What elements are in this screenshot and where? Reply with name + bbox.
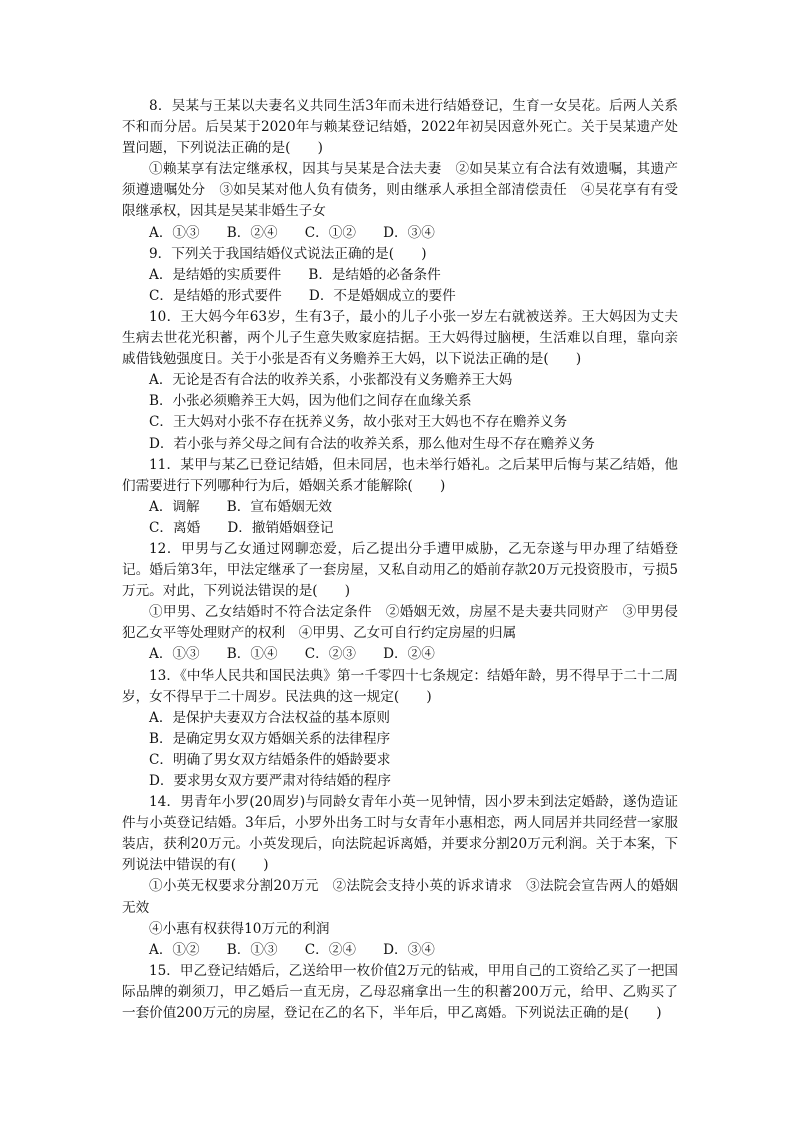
question-14-options: A．①② B．①③ C．②④ D．③④ [149, 941, 435, 958]
question-13-option-c: C．明确了男女双方结婚条件的婚龄要求 [149, 751, 391, 768]
question-11-stem: 11．某甲与某乙已登记结婚，但未同居，也未举行婚礼。之后某甲后悔与某乙结婚，他们需要进行下列哪种行为后，婚姻关系才能解除( ) [122, 456, 678, 494]
question-12-options: A．①③ B．①④ C．②③ D．②④ [149, 646, 435, 663]
question-9-options-2: C．是结婚的形式要件 D．不是婚姻成立的要件 [149, 287, 456, 304]
question-11-options-2: C．离婚 D．撤销婚姻登记 [149, 519, 334, 536]
question-12-statements: ①甲男、乙女结婚时不符合法定条件 ②婚姻无效，房屋不是夫妻共同财产 ③甲男侵犯乙女平等处理财产的权利 ④甲男、乙女可自行约定房屋的归属 [122, 604, 678, 642]
question-13-option-d: D．要求男女双方要严肃对待结婚的程序 [149, 773, 391, 789]
question-8-options: A．①③ B．②④ C．①② D．③④ [149, 224, 435, 241]
question-10-stem: 10．王大妈今年63岁，生有3子，最小的儿子小张一岁左右就被送养。王大妈因为丈夫生病去世花光积蓄，两个儿子生意失败家庭拮据。王大妈得过脑梗，生活难以自理，靠向亲戚借钱勉强度日。关于小张是否有义务赡养王大妈，以下说法正确的是( ) [122, 308, 678, 368]
question-14-stem: 14．男青年小罗(20周岁)与同龄女青年小英一见钟情，因小罗未到法定婚龄，遂伪造证件与小英登记结婚。3年后，小罗外出务工时与女青年小惠相恋，两人同居并共同经营一家服装店，获利20万元。小英发现后，向法院起诉离婚，并要求分割20万元利润。关于本案，下列说法中错误的有( ) [122, 794, 678, 874]
question-15-stem: 15．甲乙登记结婚后，乙送给甲一枚价值2万元的钻戒，甲用自己的工资给乙买了一把国际品牌的剃须刀，甲乙婚后一直无房，乙母忍痛拿出一生的积蓄200万元，给甲、乙购买了一套价值200万元的房屋，登记在乙的名下，半年后，甲乙离婚。下列说法正确的是( ) [122, 962, 678, 1022]
question-12-stem: 12．甲男与乙女通过网聊恋爱，后乙提出分手遭甲威胁，乙无奈遂与甲办理了结婚登记。婚后第3年，甲法定继承了一套房屋，又私自动用乙的婚前存款20万元投资股市，亏损5万元。对此，下列说法错误的是( ) [122, 540, 678, 600]
question-8-stem: 8．吴某与王某以夫妻名义共同生活3年而未进行结婚登记，生育一女吴花。后两人关系不和而分居。后吴某于2020年与赖某登记结婚，2022年初吴因意外死亡。关于吴某遗产处置问题，下列说法正确的是( ) [122, 98, 678, 157]
question-13-option-b: B．是确定男女双方婚姻关系的法律程序 [149, 730, 391, 747]
exam-page [122, 96, 678, 1024]
question-8-statements: ①赖某享有法定继承权，因其与吴某是合法夫妻 ②如吴某立有合法有效遗嘱，其遗产须遵遗嘱处分 ③如吴某对他人负有债务，则由继承人承担全部清偿责任 ④吴花享有有受限继承权，因其是吴某非婚生子女 [122, 161, 678, 220]
question-10-option-a: A．无论是否有合法的收养关系，小张都没有义务赡养王大妈 [149, 372, 513, 389]
question-9-stem: 9．下列关于我国结婚仪式说法正确的是( ) [149, 245, 427, 262]
question-10-option-d: D．若小张与养父母之间有合法的收养关系，那么他对生母不存在赡养义务 [149, 435, 595, 452]
question-14-statements: ①小英无权要求分割20万元 ②法院会支持小英的诉求请求 ③法院会宣告两人的婚姻无效 [122, 878, 678, 916]
question-10-option-b: B．小张必须赡养王大妈，因为他们之间存在血缘关系 [149, 393, 472, 410]
question-13-stem: 13．《中华人民共和国民法典》第一千零四十七条规定：结婚年龄，男不得早于二十二周岁，女不得早于二十周岁。民法典的这一规定( ) [122, 667, 678, 705]
question-11-options-1: A．调解 B．宣布婚姻无效 [149, 498, 332, 515]
question-10-option-c: C．王大妈对小张不存在抚养义务，故小张对王大妈也不存在赡养义务 [149, 414, 568, 431]
question-14-extra-statement: ④小惠有权获得10万元的利润 [149, 920, 330, 937]
question-9-options-1: A．是结婚的实质要件 B．是结婚的必备条件 [149, 266, 441, 283]
question-13-option-a: A．是保护夫妻双方合法权益的基本原则 [149, 709, 390, 726]
